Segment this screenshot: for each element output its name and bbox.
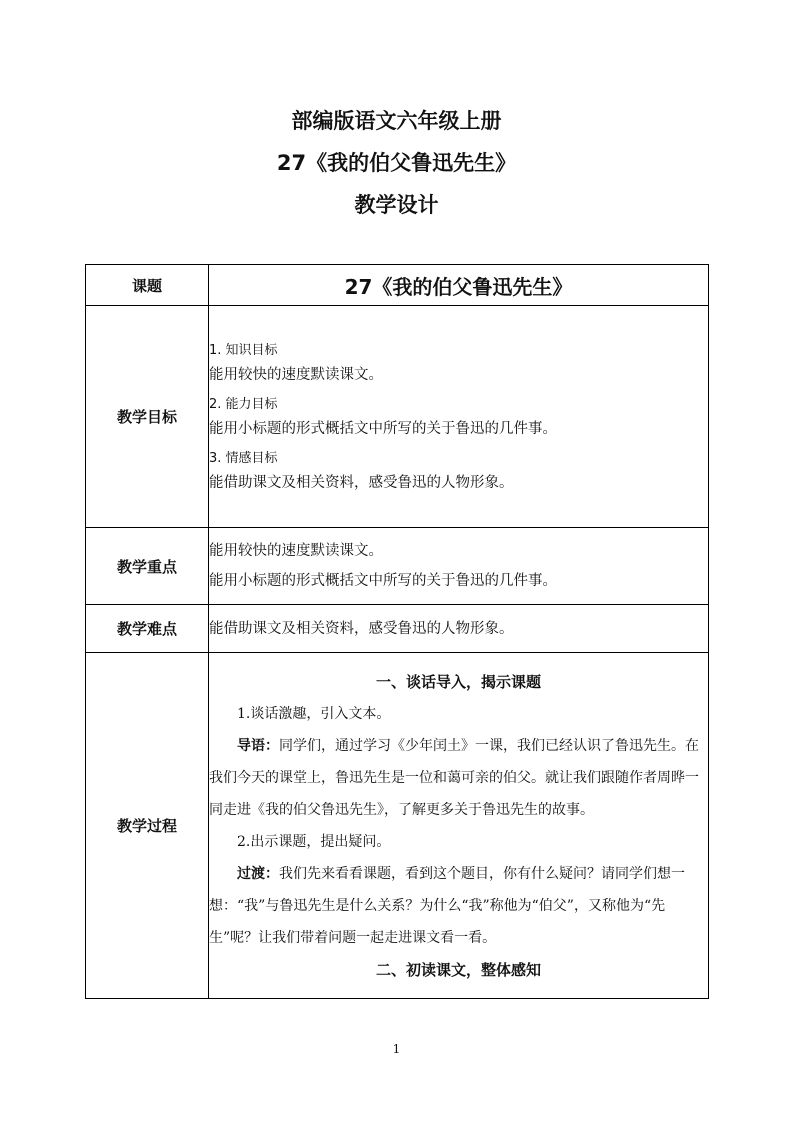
transition-text: 我们先来看看课题，看到这个题目，你有什么疑问？请同学们想一想：“我”与鲁迅先生是什么关系？为什么“我”称他为“伯父”，又称他为“先生”呢？让我们带着问题一起走进课文看一看。: [209, 865, 685, 946]
key-points-cell: [209, 528, 709, 605]
key-point: 能用较快的速度默读课文。: [209, 543, 383, 559]
document-title: 部编版语文六年级上册: [291, 109, 502, 133]
goals-cell: [209, 306, 709, 528]
transition-keyword: 过渡：: [237, 865, 279, 882]
key-points-label: 教学重点: [86, 528, 209, 605]
goals-label: 教学目标: [86, 306, 209, 528]
intro-text: 同学们，通过学习《少年闰土》一课，我们已经认识了鲁迅先生。在我们今天的课堂上，鲁迅先生是一位和蔼可亲的伯父。就让我们跟随作者周晔一同走进《我的伯父鲁迅先生》，了解更多关于鲁迅先生的故事。: [209, 737, 699, 818]
document-subtitle: 教学设计: [354, 193, 439, 217]
lesson-title: 27《我的伯父鲁迅先生》: [276, 151, 517, 175]
step-heading: 1.谈话激趣，引入文本。: [237, 705, 391, 722]
topic-label: 课题: [86, 265, 209, 306]
goal-heading: 1. 知识目标: [209, 342, 278, 358]
document-title-block: [0, 100, 793, 226]
goal-heading: 2. 能力目标: [209, 396, 278, 412]
process-cell: [209, 653, 709, 999]
topic-row: [86, 265, 709, 306]
key-point: 能用小标题的形式概括文中所写的关于鲁迅的几件事。: [209, 573, 557, 589]
lesson-plan-table: [85, 264, 709, 999]
process-row: [86, 653, 709, 999]
goal-text: 能用较快的速度默读课文。: [209, 366, 383, 383]
difficulty-cell: [209, 605, 709, 653]
goal-text: 能借助课文及相关资料，感受鲁迅的人物形象。: [209, 474, 514, 491]
process-label: 教学过程: [86, 653, 209, 999]
transition-paragraph: [209, 858, 708, 954]
difficulty-label: 教学难点: [86, 605, 209, 653]
section-heading: 一、谈话导入，揭示课题: [375, 672, 541, 691]
goal-heading: 3. 情感目标: [209, 450, 278, 466]
difficulty-text: 能借助课文及相关资料，感受鲁迅的人物形象。: [209, 620, 514, 637]
key-points-row: [86, 528, 709, 605]
step-heading: 2.出示课题，提出疑问。: [237, 833, 391, 850]
goals-row: [86, 306, 709, 528]
difficulty-row: [86, 605, 709, 653]
goal-text: 能用小标题的形式概括文中所写的关于鲁迅的几件事。: [209, 420, 557, 437]
page-number: 1: [392, 1042, 401, 1056]
intro-keyword: 导语：: [237, 737, 279, 754]
section-heading: 二、初读课文，整体感知: [375, 960, 541, 979]
intro-paragraph: [209, 730, 708, 826]
topic-value: 27《我的伯父鲁迅先生》: [209, 265, 709, 306]
